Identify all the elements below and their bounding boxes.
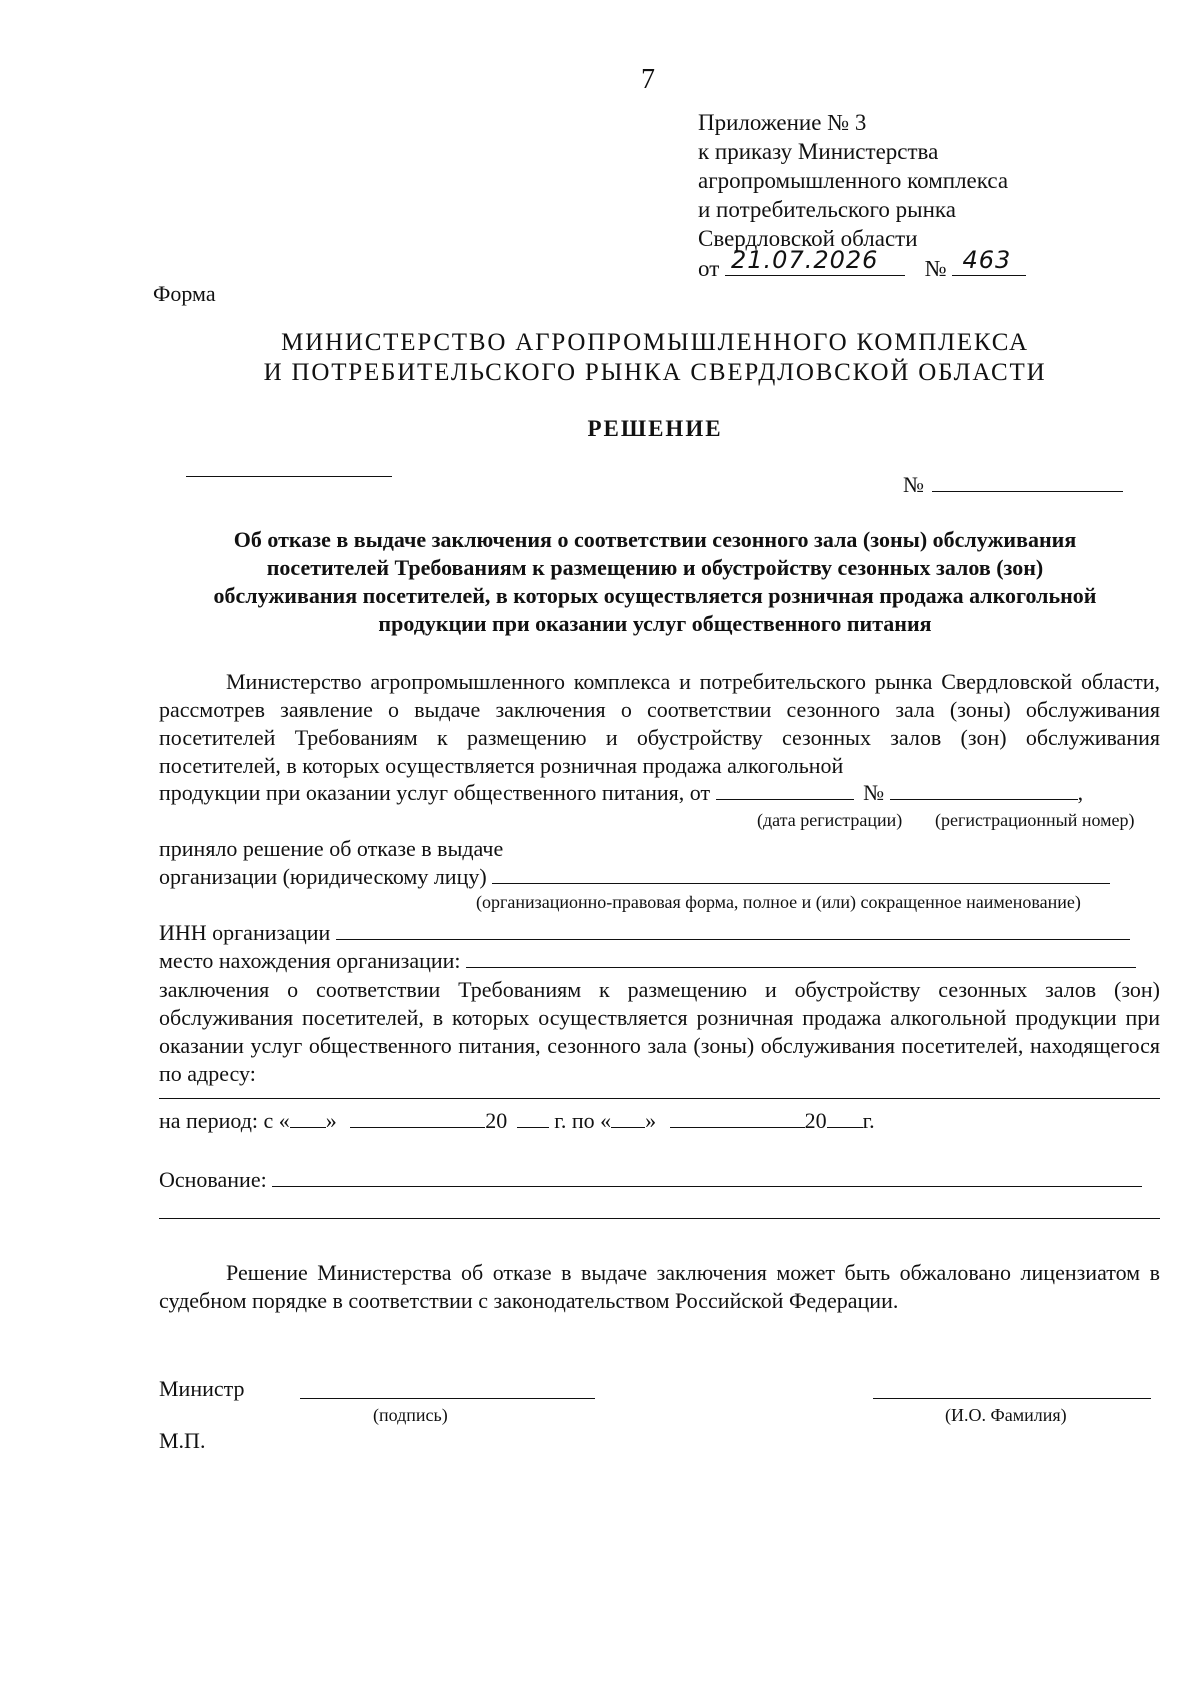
appeal-paragraph: Решение Министерства об отказе в выдаче заключения может быть обжаловано лицензиатом в судебном порядке в соответствии с законодательством Российской Федерации. xyxy=(159,1260,1160,1313)
accepted-text: приняло решение об отказе в выдаче xyxy=(159,836,504,861)
decision-date-field xyxy=(186,476,392,477)
period-year-prefix-1: 20 xyxy=(485,1108,508,1133)
basis-field xyxy=(272,1168,1142,1187)
appendix-number-handwritten: 463 xyxy=(962,246,1012,274)
period-from-day-field xyxy=(290,1109,326,1128)
appendix-line-2: к приказу Министерства xyxy=(698,139,939,164)
appendix-date-handwritten: 21.07.2026 xyxy=(731,246,879,274)
appendix-from-label: от xyxy=(698,256,720,281)
appendix-line-4: и потребительского рынка xyxy=(698,197,956,222)
body-paragraph-2: заключения о соответствии Требованиям к размещению и обустройству сезонных залов (зон) обслуживания посетителей, в которых осуществляется розничная продажа алкогольной продукции при оказании услуг общественного питания, сезонного зала (зоны) обслуживания посетителей, находящегося по адресу: xyxy=(159,977,1160,1086)
inn-field xyxy=(336,921,1130,940)
organization-label: организации (юридическому лицу) xyxy=(159,864,487,889)
registration-no-label: № xyxy=(863,780,885,805)
signature-field xyxy=(300,1398,595,1399)
subject-line-4: продукции при оказании услуг общественного питания xyxy=(378,611,932,636)
stamp-label: М.П. xyxy=(159,1428,206,1453)
period-label: на период: с « xyxy=(159,1108,290,1133)
organization-name-field xyxy=(492,865,1110,884)
subject-line-1: Об отказе в выдаче заключения о соответствии сезонного зала (зоны) обслуживания xyxy=(233,527,1077,552)
location-field xyxy=(466,949,1136,968)
ministry-heading xyxy=(150,328,1160,388)
inn-label: ИНН организации xyxy=(159,920,331,945)
registration-number-field xyxy=(890,781,1078,800)
address-field xyxy=(159,1098,1160,1099)
basis-field-continued xyxy=(159,1218,1160,1219)
period-from-month-field xyxy=(350,1109,485,1128)
period-to-month-field xyxy=(670,1109,805,1128)
registration-date-field xyxy=(716,781,854,800)
caption-organization: (организационно-правовая форма, полное и (или) сокращенное наименование) xyxy=(476,892,1081,912)
basis-row xyxy=(159,1167,1142,1193)
ministry-line-2: И ПОТРЕБИТЕЛЬСКОГО РЫНКА СВЕРДЛОВСКОЙ ОБЛАСТИ xyxy=(263,359,1047,386)
basis-label: Основание: xyxy=(159,1167,267,1192)
signature-caption: (подпись) xyxy=(373,1405,448,1425)
period-row xyxy=(159,1108,875,1134)
registration-text: продукции при оказании услуг общественного питания, от xyxy=(159,780,711,805)
name-field xyxy=(873,1398,1151,1399)
caption-registration-number: (регистрационный номер) xyxy=(935,810,1135,830)
period-year-prefix-2: 20 xyxy=(804,1108,827,1133)
period-to-year-field xyxy=(827,1109,863,1128)
appendix-line-3: агропромышленного комплекса xyxy=(698,168,1009,193)
appendix-line-1: Приложение № 3 xyxy=(698,110,867,135)
subject-line-3: обслуживания посетителей, в которых осуществляется розничная продажа алкогольной xyxy=(213,583,1097,608)
caption-registration-date: (дата регистрации) xyxy=(757,810,903,830)
appendix-date-row xyxy=(698,246,1118,283)
period-to-day-field xyxy=(611,1109,645,1128)
period-quote-close-1: » xyxy=(325,1108,337,1133)
registration-row xyxy=(159,780,1083,806)
organization-row xyxy=(159,864,1110,890)
page-number: 7 xyxy=(641,64,655,95)
subject-line-2: посетителей Требованиям к размещению и обустройству сезонных залов (зон) xyxy=(266,555,1044,580)
ministry-line-1: МИНИСТЕРСТВО АГРОПРОМЫШЛЕННОГО КОМПЛЕКСА xyxy=(281,329,1029,356)
decision-number-row xyxy=(903,472,1123,498)
location-row xyxy=(159,948,1136,974)
appendix-no-label: № xyxy=(924,256,947,281)
period-to-label: г. по « xyxy=(554,1108,612,1133)
body-paragraph-1: Министерство агропромышленного комплекса и потребительского рынка Свердловской области, рассмотрев заявление о выдаче заключения о соответствии сезонного зала (зоны) обслуживания посетителей Требованиям к размещению и обустройству сезонных залов (зон) обслуживания посетителей, в которых осуществляется розничная продажа алкогольной xyxy=(159,669,1160,778)
period-from-year-field xyxy=(517,1109,549,1128)
location-label: место нахождения организации: xyxy=(159,948,461,973)
minister-label: Министр xyxy=(159,1376,245,1401)
appendix-header xyxy=(698,108,1118,283)
appendix-date-field xyxy=(725,246,905,276)
form-label: Форма xyxy=(153,281,216,306)
decision-title: РЕШЕНИЕ xyxy=(587,416,723,441)
period-year-suffix: г. xyxy=(862,1108,875,1133)
inn-row xyxy=(159,920,1130,946)
decision-subject xyxy=(160,526,1150,638)
appendix-line-5: Свердловской области xyxy=(698,226,918,251)
registration-comma: , xyxy=(1077,780,1084,805)
decision-number-field xyxy=(932,473,1123,492)
period-quote-close-2: » xyxy=(645,1108,657,1133)
decision-no-label: № xyxy=(903,472,924,497)
appendix-number-field xyxy=(952,246,1026,276)
name-caption: (И.О. Фамилия) xyxy=(945,1405,1067,1425)
